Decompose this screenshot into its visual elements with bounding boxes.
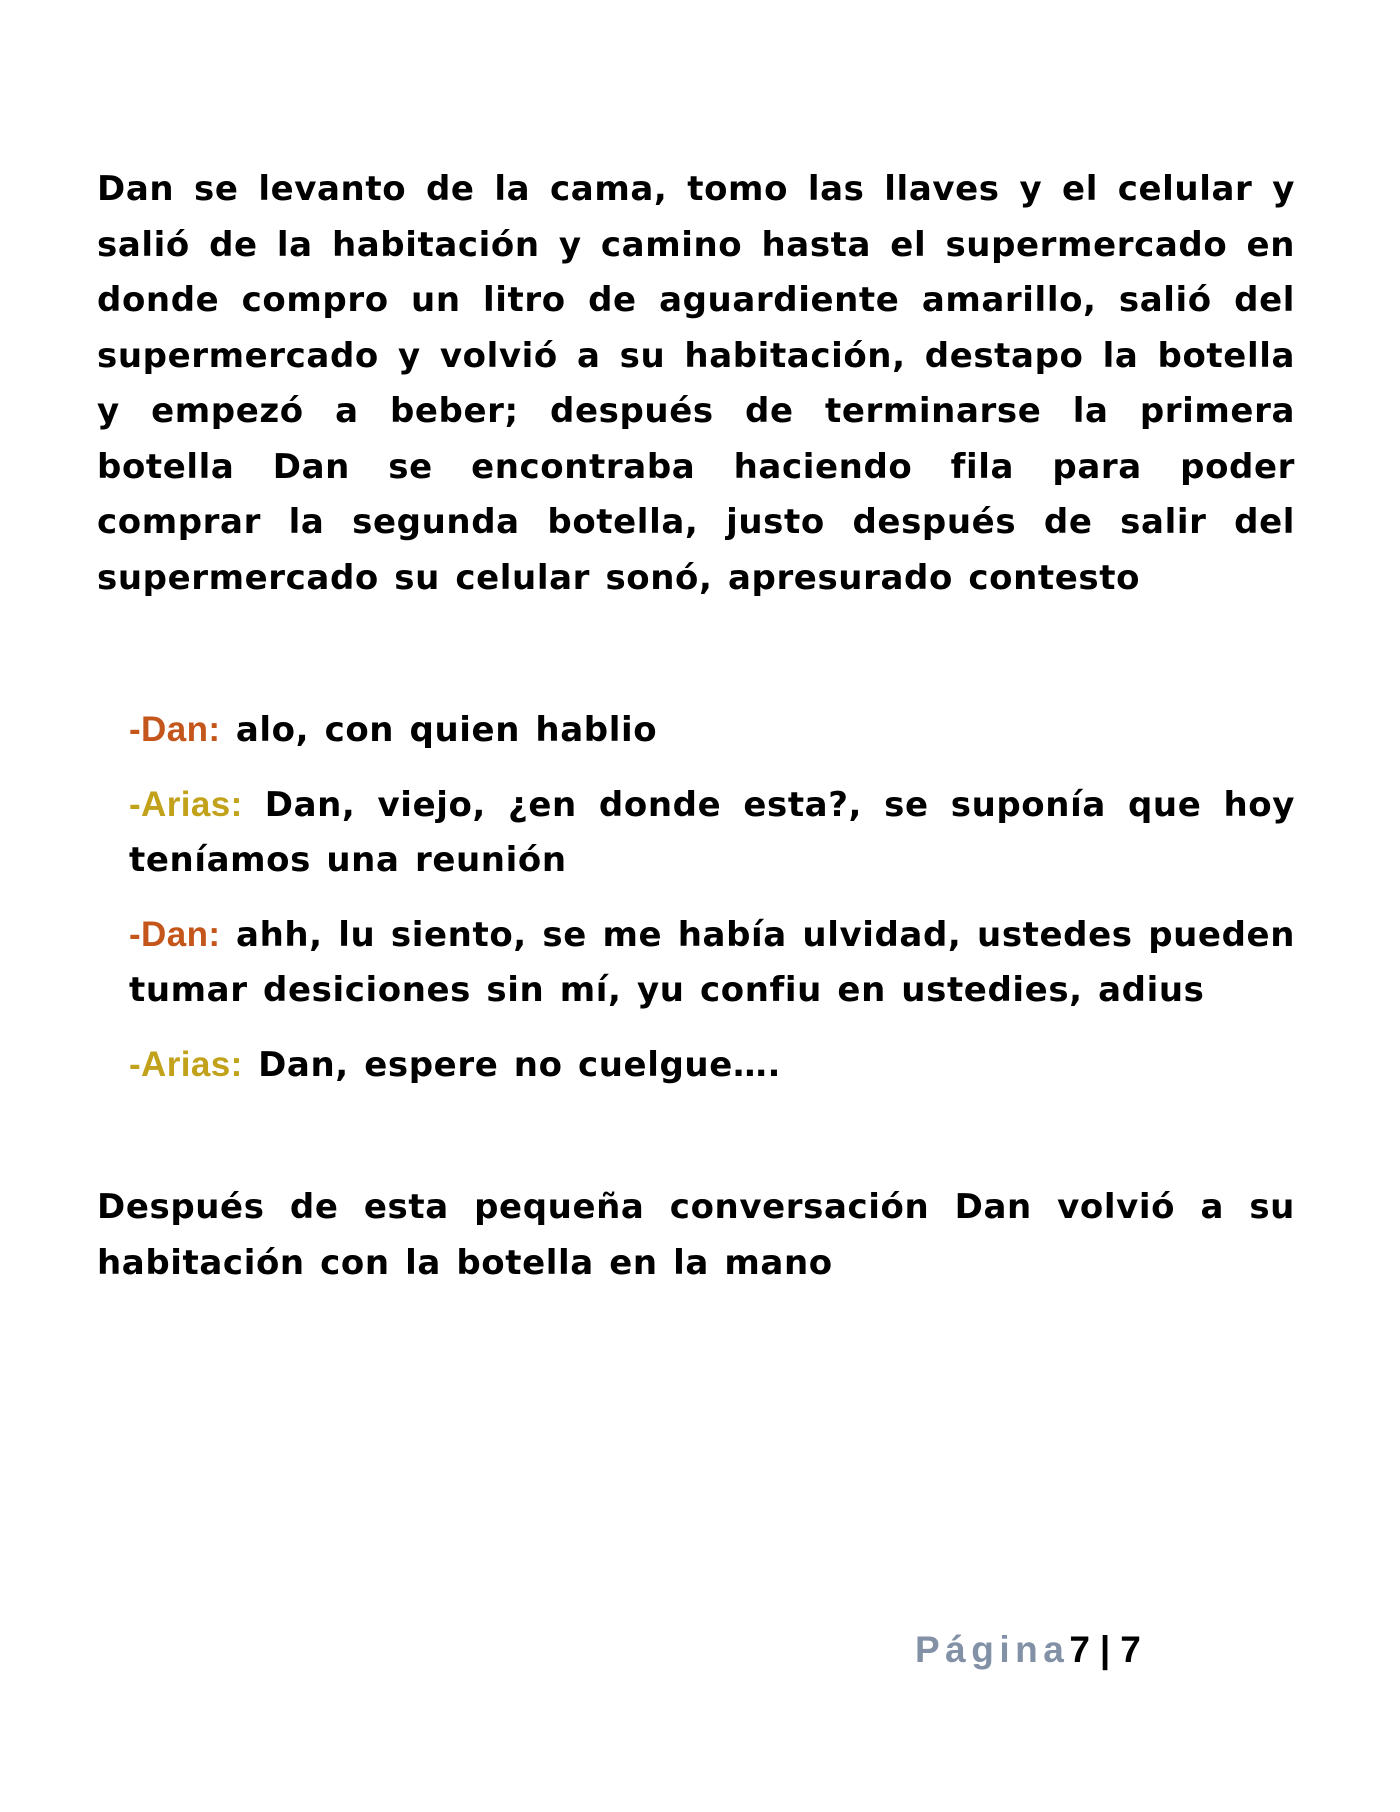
paragraph-closing: Después de esta pequeña conversación Dan volvió a su habitación con la botella en la mano (97, 1187, 1295, 1283)
dialogue-line (129, 1037, 1295, 1094)
dialogue-line (129, 702, 1295, 759)
dialogue-line (129, 907, 1295, 1019)
dialogue-line (129, 777, 1295, 889)
paragraph-intro: Dan se levanto de la cama, tomo las llaves y el celular y salió de la habitación y camino hasta el supermercado en donde compro un litro de aguardiente amarillo, salió del supermercado y volvió a su habitación, destapo la botella y empezó a beber; después de terminarse la primera botella Dan se encontraba haciendo fila para poder comprar la segunda botella, justo después de salir del supermercado su celular sonó, apresurado contesto (97, 169, 1295, 598)
speaker-label: -Dan: (129, 710, 221, 749)
page-footer (915, 1627, 1141, 1673)
page-label: Página (915, 1629, 1070, 1670)
speaker-label: -Dan: (129, 914, 221, 954)
page-total: 7 (1120, 1629, 1141, 1670)
dialogue-text: ahh, lu siento, se me había ulvidad, ustedes pueden tumar desiciones sin mí, yu confiu en ustedies, adius (129, 914, 1295, 1010)
page-number: 7 (1069, 1629, 1090, 1670)
dialogue-block (129, 702, 1295, 1093)
dialogue-text: Dan, viejo, ¿en donde esta?, se suponía que hoy teníamos una reunión (129, 784, 1295, 880)
speaker-label: -Arias: (129, 1044, 243, 1084)
dialogue-text: alo, con quien hablio (235, 710, 658, 750)
speaker-label: -Arias: (129, 784, 243, 824)
page-separator: | (1099, 1629, 1111, 1670)
dialogue-text: Dan, espere no cuelgue…. (258, 1044, 781, 1085)
